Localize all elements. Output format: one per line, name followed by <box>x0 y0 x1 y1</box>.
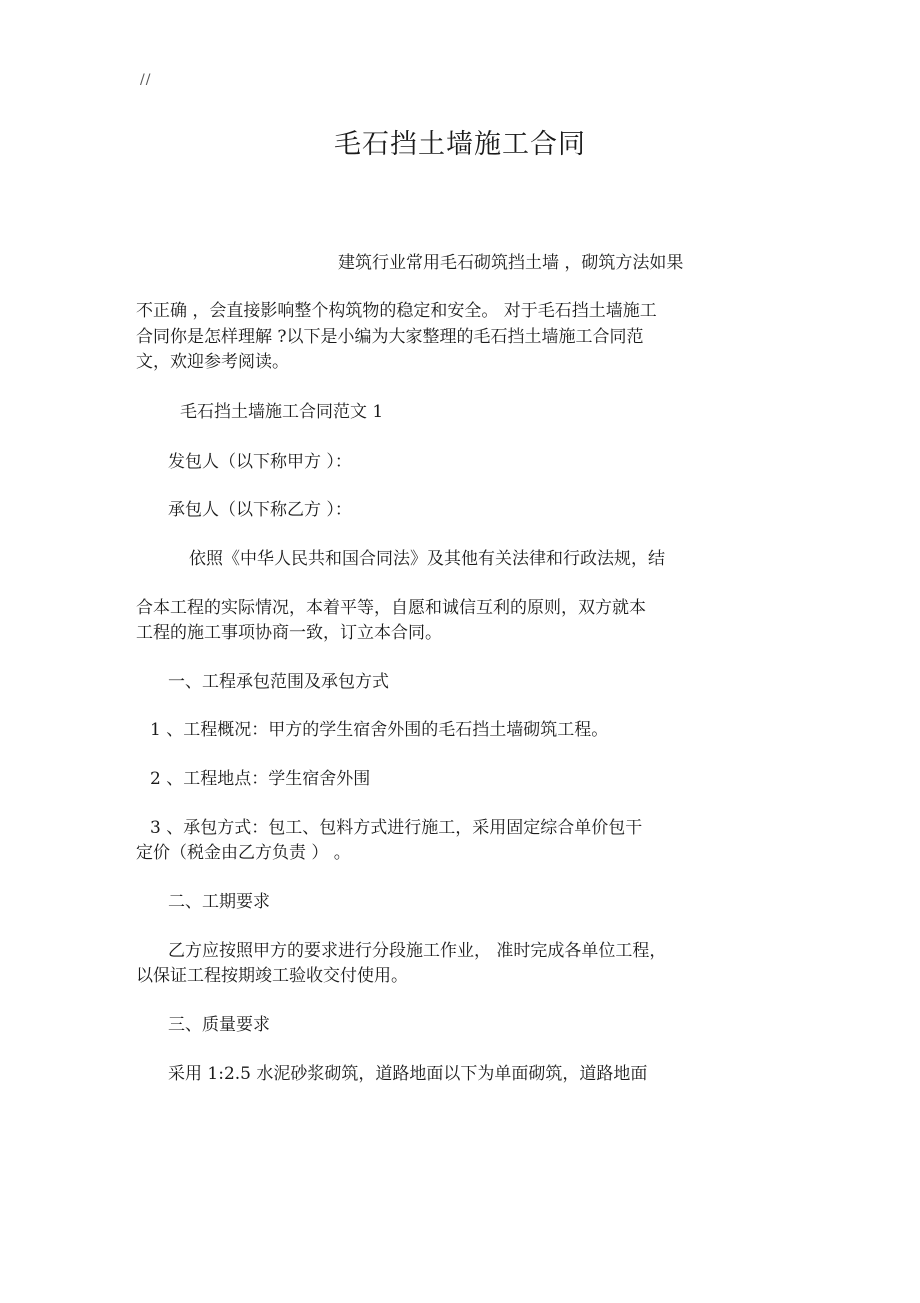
section-1-item-3-line-2: 定价（税金由乙方负责 ） 。 <box>136 843 351 863</box>
intro-line-3: 合同你是怎样理解 ?以下是小编为大家整理的毛石挡土墙施工合同范 <box>136 327 644 347</box>
section-3-line-1: 采用 1:2.5 水泥砂浆砌筑，道路地面以下为单面砌筑，道路地面 <box>168 1064 648 1084</box>
section-1-item-2: 2 、工程地点：学生宿舍外围 <box>150 769 371 789</box>
party-a-line: 发包人（以下称甲方 ）： <box>168 452 352 472</box>
intro-line-2: 不正确 ，会直接影响整个构筑物的稳定和安全。 对于毛石挡土墙施工 <box>136 301 657 321</box>
party-b-line: 承包人（以下称乙方 ）： <box>168 500 352 520</box>
basis-line-3: 工程的施工事项协商一致，订立本合同。 <box>136 623 442 643</box>
section-2-title: 二、工期要求 <box>168 892 270 912</box>
section-2-line-1: 乙方应按照甲方的要求进行分段施工作业， 准时完成各单位工程， <box>168 941 667 961</box>
intro-line-4: 文，欢迎参考阅读。 <box>136 352 289 372</box>
intro-line-1: 建筑行业常用毛石砌筑挡土墙 ，砌筑方法如果 <box>338 253 684 273</box>
basis-line-2: 合本工程的实际情况，本着平等，自愿和诚信互利的原则，双方就本 <box>136 598 646 618</box>
document-title: 毛石挡土墙施工合同 <box>334 129 586 160</box>
section-1-title: 一、工程承包范围及承包方式 <box>168 672 389 692</box>
section-1-item-3-line-1: 3 、承包方式：包工、包料方式进行施工，采用固定综合单价包干 <box>150 818 643 838</box>
basis-line-1: 依照《中华人民共和国合同法》及其他有关法律和行政法规，结 <box>189 549 665 569</box>
section-3-title: 三、质量要求 <box>168 1015 270 1035</box>
page-mark: // <box>140 72 152 88</box>
contract-heading: 毛石挡土墙施工合同范文 1 <box>180 402 384 422</box>
section-2-line-2: 以保证工程按期竣工验收交付使用。 <box>136 966 408 986</box>
section-1-item-1: 1 、工程概况：甲方的学生宿舍外围的毛石挡土墙砌筑工程。 <box>150 720 609 740</box>
